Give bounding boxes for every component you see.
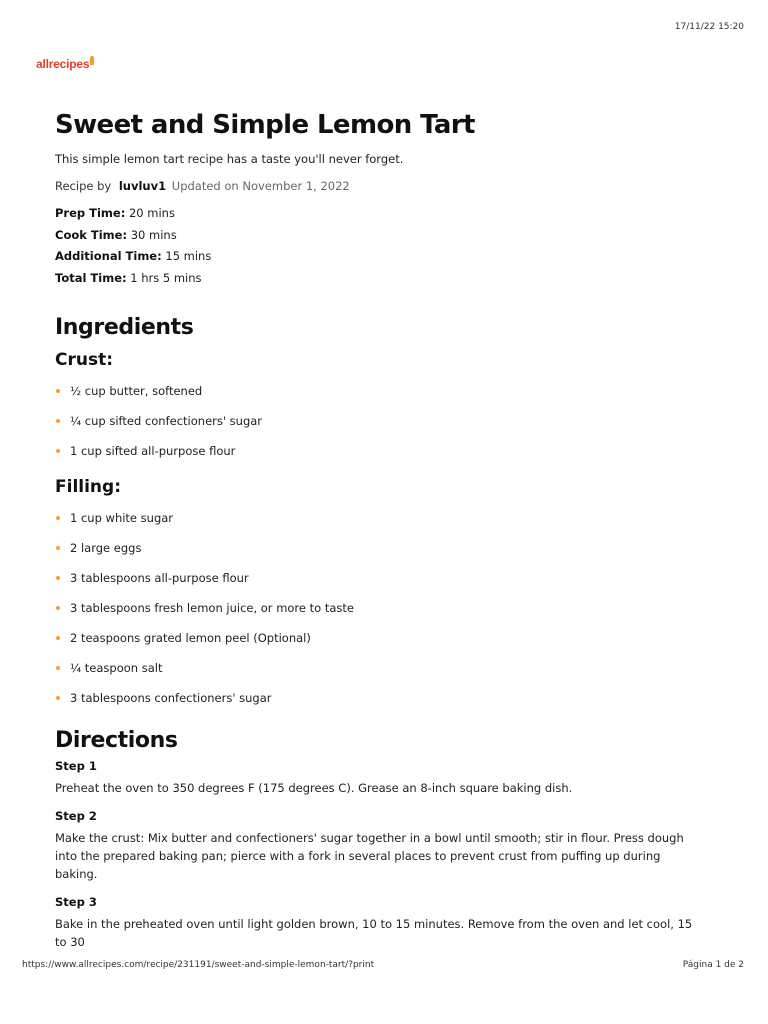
list-item (55, 510, 705, 540)
step-text: Bake in the preheated oven until light golden brown, 10 to 15 minutes. Remove from the oven and let cool, 15 to 30 (55, 916, 693, 949)
byline-prefix: Recipe by (55, 179, 112, 193)
prep-time-row (55, 206, 705, 228)
ingredient-text: ¼ cup sifted confectioners' sugar (70, 413, 263, 428)
time-label: Cook Time: (55, 227, 128, 242)
ingredient-text: ½ cup butter, softened (70, 383, 203, 398)
list-item (55, 660, 705, 690)
list-item (55, 383, 705, 413)
time-value: 15 mins (165, 249, 212, 264)
print-url: https://www.allrecipes.com/recipe/231191/sweet-and-simple-lemon-tart/?print (22, 960, 375, 970)
direction-step (55, 809, 705, 883)
page-number: Página 1 de 2 (682, 960, 744, 970)
step-title: Step 2 (55, 808, 97, 823)
ingredient-text: 3 tablespoons fresh lemon juice, or more to taste (70, 600, 354, 615)
list-item (55, 690, 705, 720)
bullet-icon (56, 389, 60, 393)
author-link[interactable]: luvluv1 (118, 179, 167, 193)
step-text: Preheat the oven to 350 degrees F (175 degrees C). Grease an 8-inch square baking dish. (55, 780, 573, 795)
ingredients-heading: Ingredients (55, 314, 194, 340)
total-time-row (55, 271, 705, 293)
recipe-content (55, 106, 705, 951)
direction-step (55, 759, 705, 797)
time-label: Total Time: (55, 271, 127, 286)
recipe-title: Sweet and Simple Lemon Tart (55, 110, 475, 140)
spoon-icon (90, 56, 94, 65)
bullet-icon (56, 636, 60, 640)
time-value: 20 mins (128, 206, 175, 220)
bullet-icon (56, 666, 60, 670)
ingredient-text: 3 tablespoons all-purpose flour (70, 570, 249, 585)
bullet-icon (56, 516, 60, 520)
list-item (55, 570, 705, 600)
bullet-icon (56, 419, 60, 423)
crust-ingredient-list (55, 383, 705, 473)
ingredient-text: 2 teaspoons grated lemon peel (Optional) (70, 630, 311, 645)
allrecipes-logo[interactable] (36, 56, 94, 71)
directions-heading: Directions (55, 727, 178, 753)
ingredient-text: 3 tablespoons confectioners' sugar (70, 690, 272, 705)
ingredient-text: ¼ teaspoon salt (70, 660, 163, 675)
ingredient-text: 1 cup sifted all-purpose flour (70, 443, 236, 458)
recipe-times (55, 206, 705, 293)
bullet-icon (56, 696, 60, 700)
ingredient-text: 1 cup white sugar (70, 510, 174, 525)
time-label: Prep Time: (55, 206, 126, 220)
direction-step (55, 895, 705, 951)
list-item (55, 540, 705, 570)
list-item (55, 630, 705, 660)
time-value: 30 mins (130, 227, 177, 242)
bullet-icon (56, 449, 60, 453)
bullet-icon (56, 576, 60, 580)
updated-date: Updated on November 1, 2022 (171, 179, 350, 193)
logo-text: allrecipes (36, 57, 90, 71)
time-label: Additional Time: (55, 249, 162, 264)
filling-heading: Filling: (55, 476, 121, 497)
recipe-description: This simple lemon tart recipe has a taste you'll never forget. (55, 152, 404, 166)
filling-ingredient-list (55, 510, 705, 720)
step-title: Step 3 (55, 894, 97, 909)
print-datetime: 17/11/22 15:20 (674, 22, 744, 32)
ingredient-text: 2 large eggs (70, 540, 142, 555)
bullet-icon (56, 606, 60, 610)
recipe-byline (55, 179, 705, 193)
cook-time-row (55, 228, 705, 250)
crust-heading: Crust: (55, 349, 114, 370)
time-value: 1 hrs 5 mins (130, 271, 202, 286)
list-item (55, 413, 705, 443)
list-item (55, 600, 705, 630)
step-text: Make the crust: Mix butter and confectioners' sugar together in a bowl until smooth; stir in flour. Press dough into the prepared baking pan; pierce with a fork in several places to prevent crust from puffing up during baking. (55, 830, 684, 881)
additional-time-row (55, 249, 705, 271)
step-title: Step 1 (55, 758, 97, 773)
bullet-icon (56, 546, 60, 550)
list-item (55, 443, 705, 473)
